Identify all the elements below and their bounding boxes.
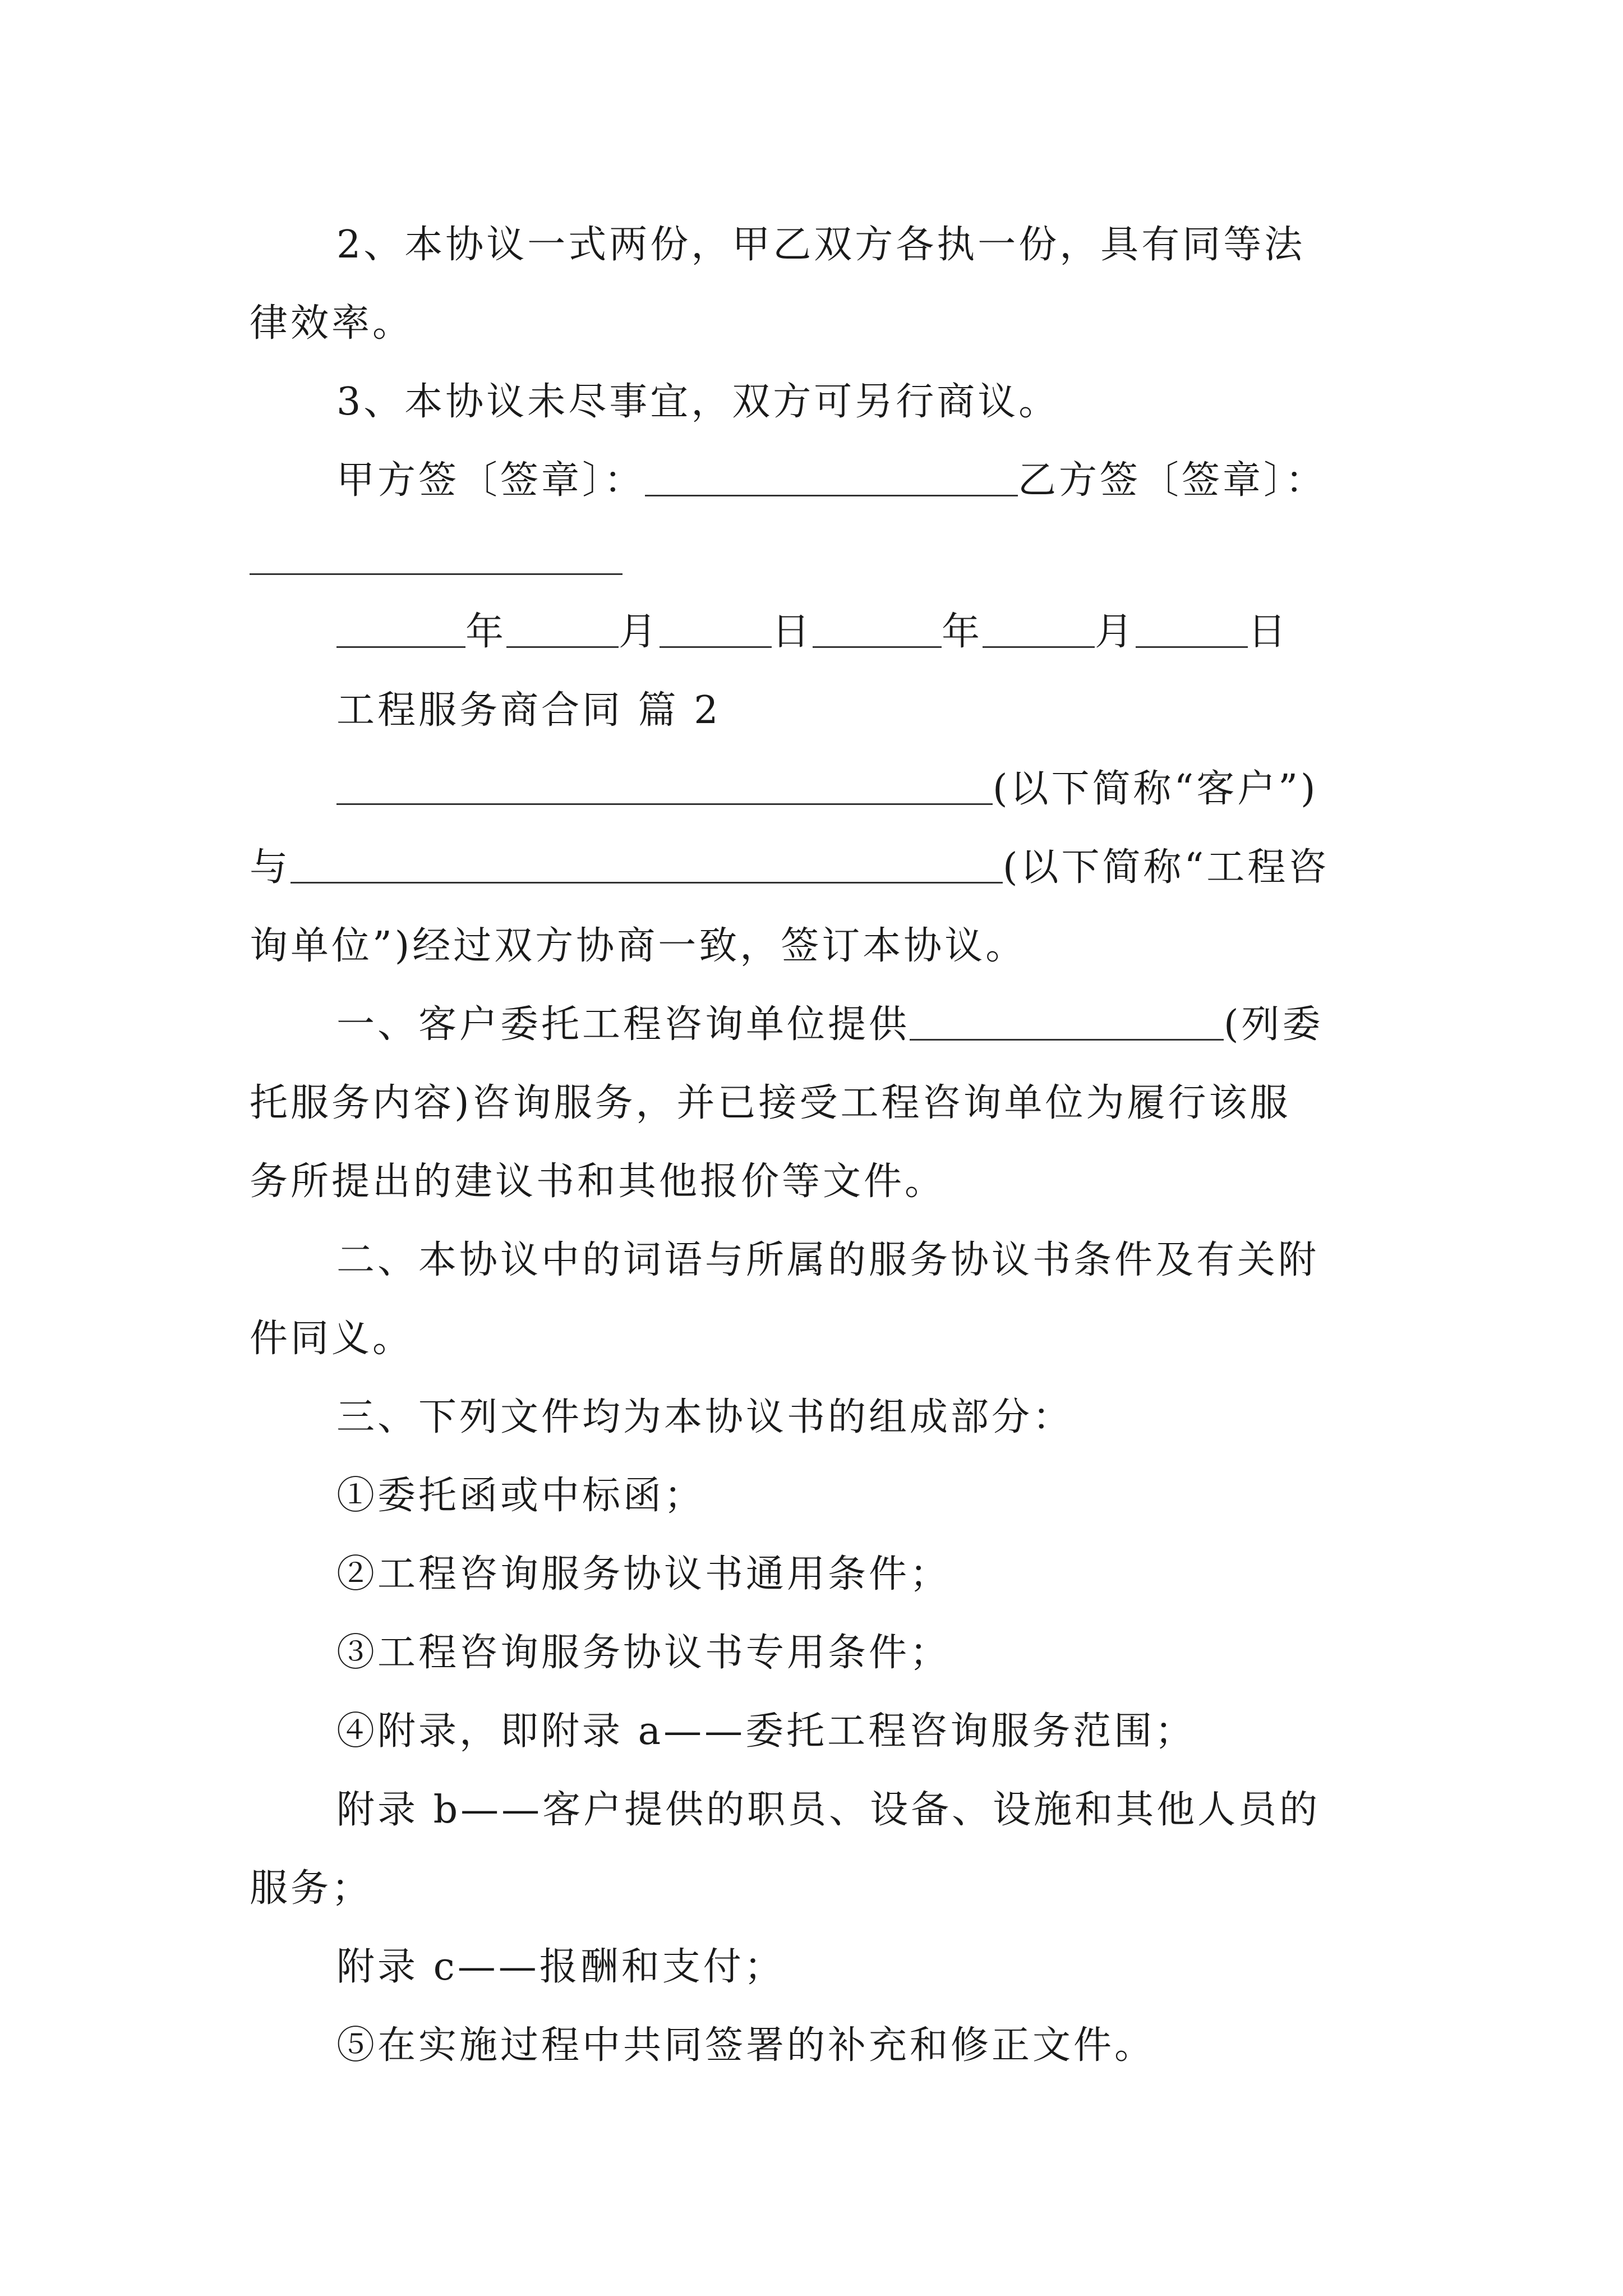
party-b-day-blank[interactable]	[1136, 607, 1248, 648]
list-item-4: ④附录，即附录 a——委托工程咨询服务范围；	[336, 1709, 1196, 1754]
day-label: 日	[772, 610, 813, 654]
party-b-signature-line	[250, 528, 623, 590]
section-title: 工程服务商合同 篇 2	[336, 688, 721, 733]
intro-consultant-line	[250, 837, 1329, 899]
party-a-month-blank[interactable]	[506, 607, 619, 648]
clause2-line2: 件同义。	[250, 1317, 414, 1361]
clause1-line1	[336, 994, 1324, 1056]
party-a-signature-label: 甲方签〔签章〕：	[336, 458, 645, 503]
list-item-5: ⑤在实施过程中共同签署的补充和修正文件。	[336, 2023, 1156, 2068]
clause1-suffix: (列委	[1224, 1002, 1324, 1047]
year-label: 年	[942, 610, 983, 654]
paragraph-undetermined-matters: 3、本协议未尽事宜，双方可另行商议。	[336, 380, 1060, 424]
list-item-3: ③工程咨询服务协议书专用条件；	[336, 1631, 951, 1675]
signature-line	[336, 450, 1326, 512]
appendix-b-line2: 服务；	[250, 1866, 373, 1911]
clause1-prefix: 一、客户委托工程咨询单位提供	[336, 1002, 910, 1047]
client-name-blank[interactable]	[336, 764, 993, 805]
appendix-b-line1: 附录 b——客户提供的职员、设备、设施和其他人员的	[336, 1788, 1321, 1832]
list-item-2: ②工程咨询服务协议书通用条件；	[336, 1552, 951, 1596]
appendix-c: 附录 c——报酬和支付；	[336, 1945, 785, 1989]
clause3-heading: 三、下列文件均为本协议书的组成部分：	[336, 1395, 1074, 1439]
paragraph-copies-line2: 律效率。	[250, 301, 414, 346]
consultant-alias: (以下简称“工程咨	[1003, 845, 1330, 890]
party-a-day-blank[interactable]	[660, 607, 772, 648]
service-content-blank[interactable]	[910, 1000, 1224, 1041]
client-alias: (以下简称“客户”)	[993, 767, 1318, 811]
party-a-signature-blank[interactable]	[645, 455, 1018, 496]
consultant-name-blank[interactable]	[291, 843, 1003, 884]
with-label: 与	[250, 845, 291, 890]
clause1-line2: 托服务内容)咨询服务，并已接受工程咨询单位为履行该服	[250, 1081, 1291, 1125]
date-line	[336, 601, 1289, 663]
party-b-signature-label: 乙方签〔签章〕：	[1018, 458, 1327, 503]
paragraph-copies-line1: 2、本协议一式两份，甲乙双方各执一份，具有同等法	[336, 223, 1306, 267]
clause1-line3: 务所提出的建议书和其他报价等文件。	[250, 1159, 946, 1204]
year-label: 年	[465, 610, 507, 654]
intro-line3: 询单位”)经过双方协商一致，签订本协议。	[250, 924, 1027, 968]
day-label: 日	[1248, 610, 1289, 654]
party-b-year-blank[interactable]	[813, 607, 942, 648]
intro-client-line	[336, 758, 1318, 820]
party-a-year-blank[interactable]	[336, 607, 465, 648]
month-label: 月	[619, 610, 660, 654]
clause2-line1: 二、本协议中的词语与所属的服务协议书条件及有关附	[336, 1238, 1320, 1282]
party-b-month-blank[interactable]	[983, 607, 1095, 648]
list-item-1: ①委托函或中标函；	[336, 1474, 706, 1518]
party-b-signature-blank[interactable]	[250, 534, 623, 575]
month-label: 月	[1095, 610, 1136, 654]
